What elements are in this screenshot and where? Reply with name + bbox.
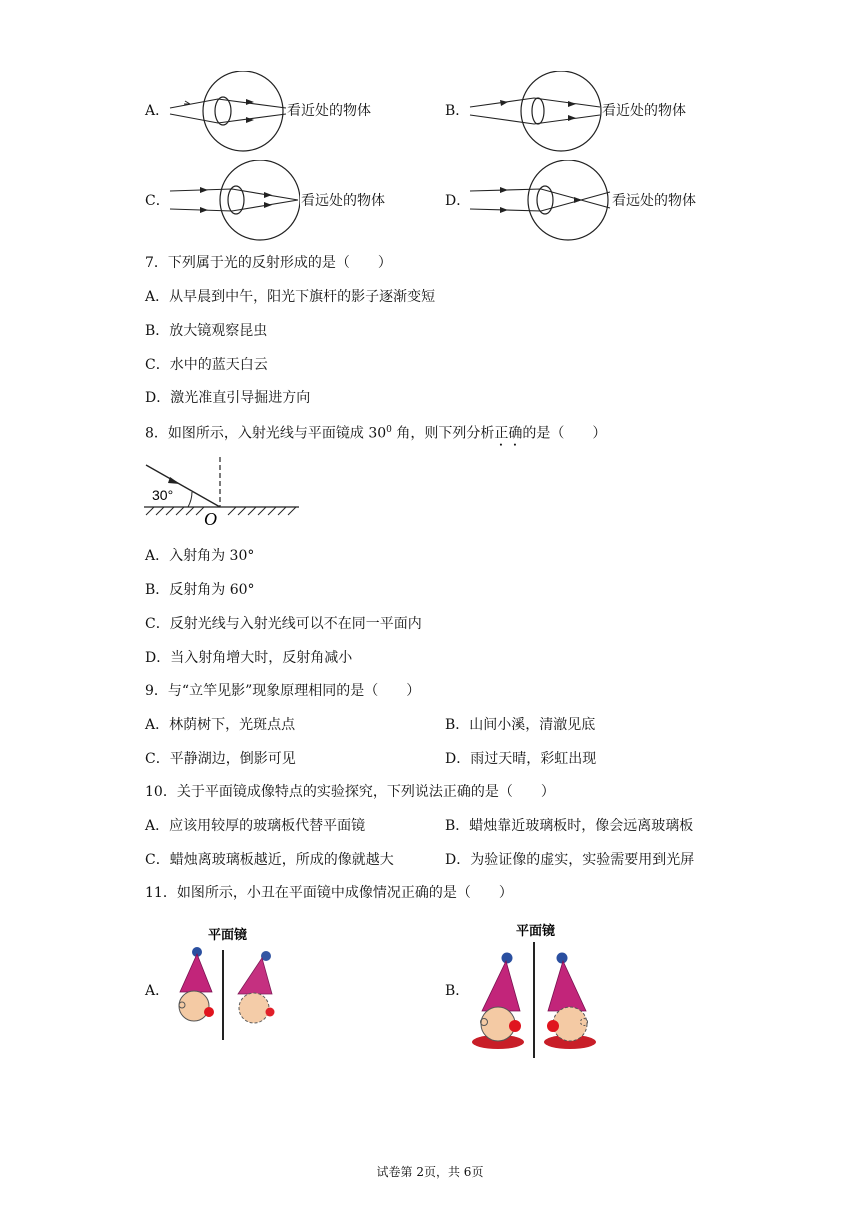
q8-angle-label: 30° [152,487,174,503]
q11-option-a-mirror-label: 平面镜 [208,928,248,943]
q6-option-d-eye-diagram [468,160,612,242]
q11-option-a-label: A． [145,983,170,999]
q6-option-a-label: A． [145,103,170,119]
q8-reflection-diagram [144,455,304,527]
q7-option-b: B．放大镜观察昆虫 [145,323,268,339]
q9-option-d: D．雨过天晴，彩虹出现 [445,751,597,767]
q6-option-d-caption: 看远处的物体 [612,193,696,209]
q11-option-b-clown [472,953,524,1050]
q8-option-d: D．当入射角增大时，反射角减小 [145,650,353,666]
q9-stem: 9．与“立竿见影”现象原理相同的是（ ） [145,683,421,699]
page-footer: 试卷第 2页，共 6页 [376,1165,484,1179]
q10-option-a: A．应该用较厚的玻璃板代替平面镜 [145,818,366,834]
q11-option-a-clown [179,947,214,1021]
q8-option-b: B．反射角为 60° [145,582,255,598]
q11-option-b-clown-figure [468,918,608,1063]
q8-stem-pre: 8．如图所示，入射光线与平面镜成 30 [145,425,387,442]
q8-option-a: A．入射角为 30° [145,548,255,564]
q6-option-c-eye-diagram [168,160,300,242]
q8-stem-post: 的是（ ） [522,425,607,442]
q11-option-b-label: B． [445,983,470,999]
q8-stem [145,421,606,450]
q10-option-d: D．为验证像的虚实，实验需要用到光屏 [445,852,695,868]
q11-option-a-clown-figure [168,922,288,1044]
q6-option-a-eye-diagram [168,71,288,153]
q6-option-b-label: B． [445,103,470,119]
q9-option-b: B．山间小溪，清澈见底 [445,717,596,733]
q9-option-a: A．林荫树下，光斑点点 [145,717,296,733]
q11-stem: 11．如图所示，小丑在平面镜中成像情况正确的是（ ） [145,885,513,901]
q9-option-c: C．平静湖边，倒影可见 [145,751,296,767]
q8-point-label: O [204,509,217,527]
q6-option-b-caption: 看近处的物体 [602,103,686,119]
q6-option-b-eye-diagram [468,71,602,153]
q8-stem-superscript: 0 [386,425,392,435]
q7-option-a: A．从早晨到中午，阳光下旗杆的影子逐渐变短 [145,289,436,305]
q7-stem: 7．下列属于光的反射形成的是（ ） [145,255,392,271]
q11-option-b-mirror-image [544,953,596,1050]
q7-option-d: D．激光准直引导掘进方向 [145,390,311,406]
q8-stem-mid: 角，则下列分析 [391,425,495,442]
q10-stem: 10．关于平面镜成像特点的实验探究，下列说法正确的是（ ） [145,784,555,800]
q10-option-b: B．蜡烛靠近玻璃板时，像会远离玻璃板 [445,818,694,834]
q6-option-a-caption: 看近处的物体 [287,103,371,119]
q6-option-c-caption: 看远处的物体 [301,193,385,209]
q8-stem-emphasis: 正确 [494,425,523,442]
q6-option-d-label: D． [445,193,471,209]
q7-option-c: C．水中的蓝天白云 [145,357,268,373]
q11-option-a-mirror-image [238,951,275,1023]
q10-option-c: C．蜡烛离玻璃板越近，所成的像就越大 [145,852,394,868]
q8-option-c: C．反射光线与入射光线可以不在同一平面内 [145,616,422,632]
q11-option-b-mirror-label: 平面镜 [516,924,556,939]
q6-option-c-label: C． [145,193,170,209]
